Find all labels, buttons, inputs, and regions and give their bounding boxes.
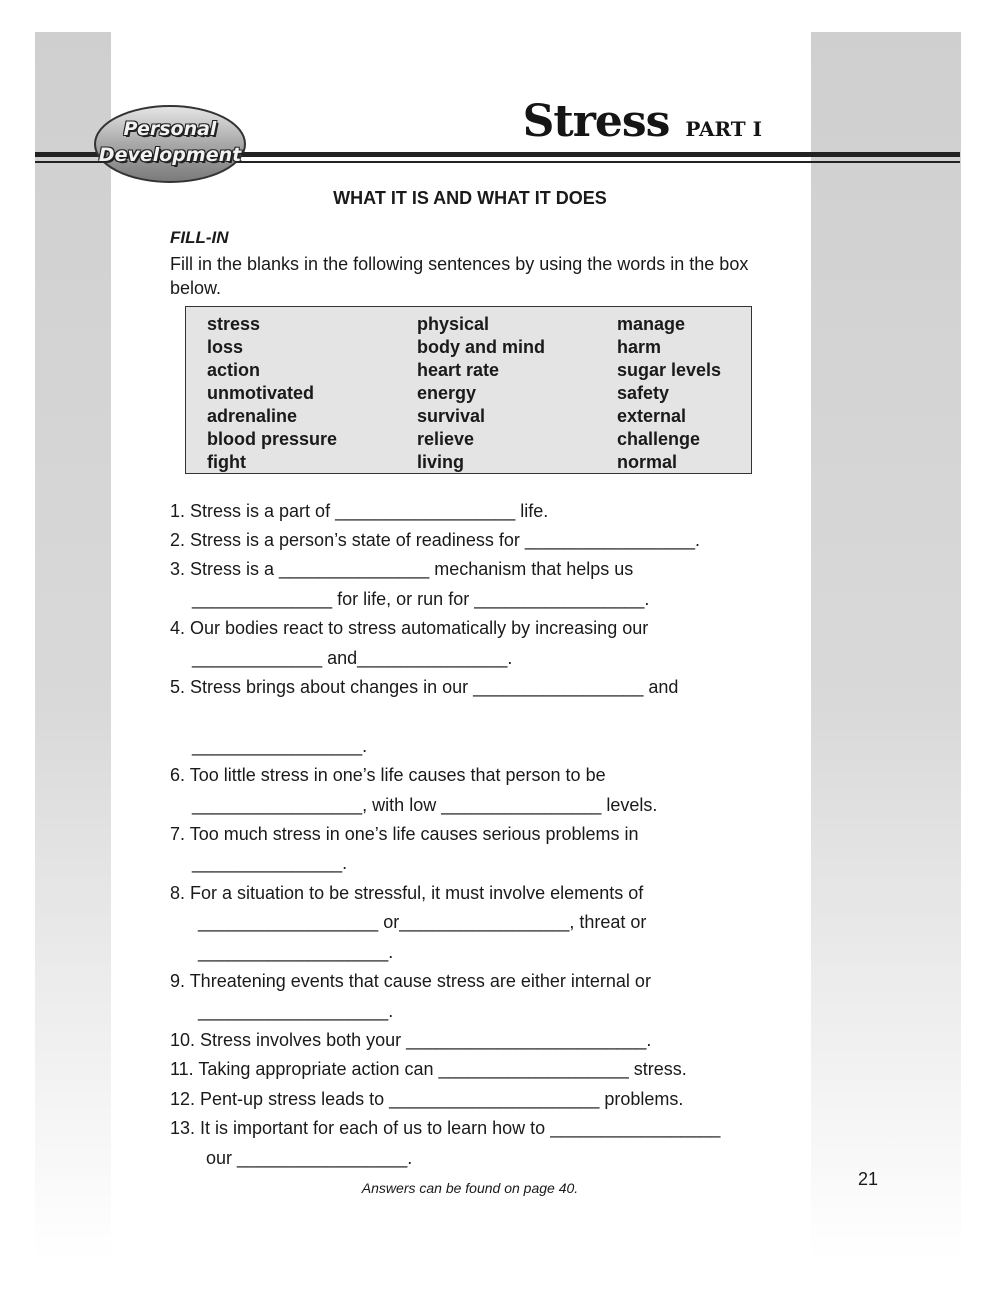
- question-2: 2. Stress is a person’s state of readiness for _________________.: [170, 530, 701, 550]
- page-title: [523, 96, 762, 152]
- word-bank-item: heart rate: [417, 360, 500, 380]
- word-bank-item: normal: [617, 452, 678, 472]
- instructions-text: Fill in the blanks in the following sentences by using the words in the box below.: [170, 254, 749, 298]
- personal-development-logo: [93, 104, 247, 184]
- question-3-continued: ______________ for life, or run for _________________.: [192, 589, 650, 609]
- question-13-continued: our _________________.: [206, 1148, 413, 1168]
- word-bank-item: sugar levels: [617, 360, 722, 380]
- word-bank-item: adrenaline: [207, 406, 298, 426]
- word-bank-item: fight: [207, 452, 246, 472]
- question-9-continued: ___________________.: [198, 1001, 394, 1021]
- word-bank-item: physical: [417, 314, 490, 334]
- question-3: 3. Stress is a _______________ mechanism that helps us: [170, 559, 634, 579]
- question-7-continued: _______________.: [192, 853, 348, 873]
- question-4-continued: _____________ and_______________.: [192, 648, 513, 668]
- word-bank-item: external: [617, 406, 687, 426]
- question-1: 1. Stress is a part of __________________ life.: [170, 501, 549, 521]
- word-bank-item: challenge: [617, 429, 701, 449]
- word-bank-column-1: [207, 313, 337, 474]
- question-7: 7. Too much stress in one’s life causes serious problems in: [170, 824, 639, 844]
- word-bank-item: body and mind: [417, 337, 545, 357]
- word-bank-item: blood pressure: [207, 429, 338, 449]
- left-margin-band: [35, 32, 111, 1260]
- page-title-part: PART I: [685, 117, 762, 141]
- question-6: 6. Too little stress in one’s life causes that person to be: [170, 765, 606, 785]
- word-bank-item: unmotivated: [207, 383, 315, 403]
- word-bank-item: harm: [617, 337, 662, 357]
- word-bank-item: stress: [207, 314, 261, 334]
- word-bank-column-2: [417, 313, 545, 474]
- page-title-main: Stress: [522, 96, 670, 147]
- word-bank-item: living: [417, 452, 465, 472]
- question-9: 9. Threatening events that cause stress are either internal or: [170, 971, 651, 991]
- word-bank-item: action: [207, 360, 261, 380]
- question-8: 8. For a situation to be stressful, it must involve elements of: [170, 883, 644, 903]
- question-6-continued: _________________, with low ________________ levels.: [192, 795, 658, 815]
- word-bank-item: energy: [417, 383, 477, 403]
- word-bank-box: [185, 306, 752, 474]
- question-10: 10. Stress involves both your ________________________.: [170, 1030, 652, 1050]
- word-bank-item: loss: [207, 337, 244, 357]
- right-margin-band: [811, 32, 961, 1260]
- question-13: 13. It is important for each of us to learn how to _________________: [170, 1118, 721, 1138]
- question-8-continued: __________________ or_________________, threat or: [198, 912, 647, 932]
- question-4: 4. Our bodies react to stress automatically by increasing our: [170, 618, 649, 638]
- page-number: 21: [858, 1169, 879, 1189]
- answers-footer-note: Answers can be found on page 40.: [361, 1180, 579, 1196]
- logo-text-personal: Personal: [123, 118, 217, 140]
- question-5: 5. Stress brings about changes in our _________________ and: [170, 677, 679, 697]
- question-8-continued-2: ___________________.: [198, 942, 394, 962]
- word-bank-item: safety: [617, 383, 670, 403]
- fill-in-label: FILL-IN: [170, 228, 229, 247]
- logo-text-development: Development: [98, 144, 242, 166]
- question-12: 12. Pent-up stress leads to _____________________ problems.: [170, 1089, 684, 1109]
- word-bank-item: survival: [417, 406, 486, 426]
- word-bank-item: relieve: [417, 429, 475, 449]
- word-bank-item: manage: [617, 314, 686, 334]
- section-heading: WHAT IT IS AND WHAT IT DOES: [333, 188, 607, 208]
- question-5-continued: _________________.: [192, 736, 368, 756]
- question-11: 11. Taking appropriate action can ___________________ stress.: [170, 1059, 687, 1079]
- word-bank-column-3: [617, 313, 721, 474]
